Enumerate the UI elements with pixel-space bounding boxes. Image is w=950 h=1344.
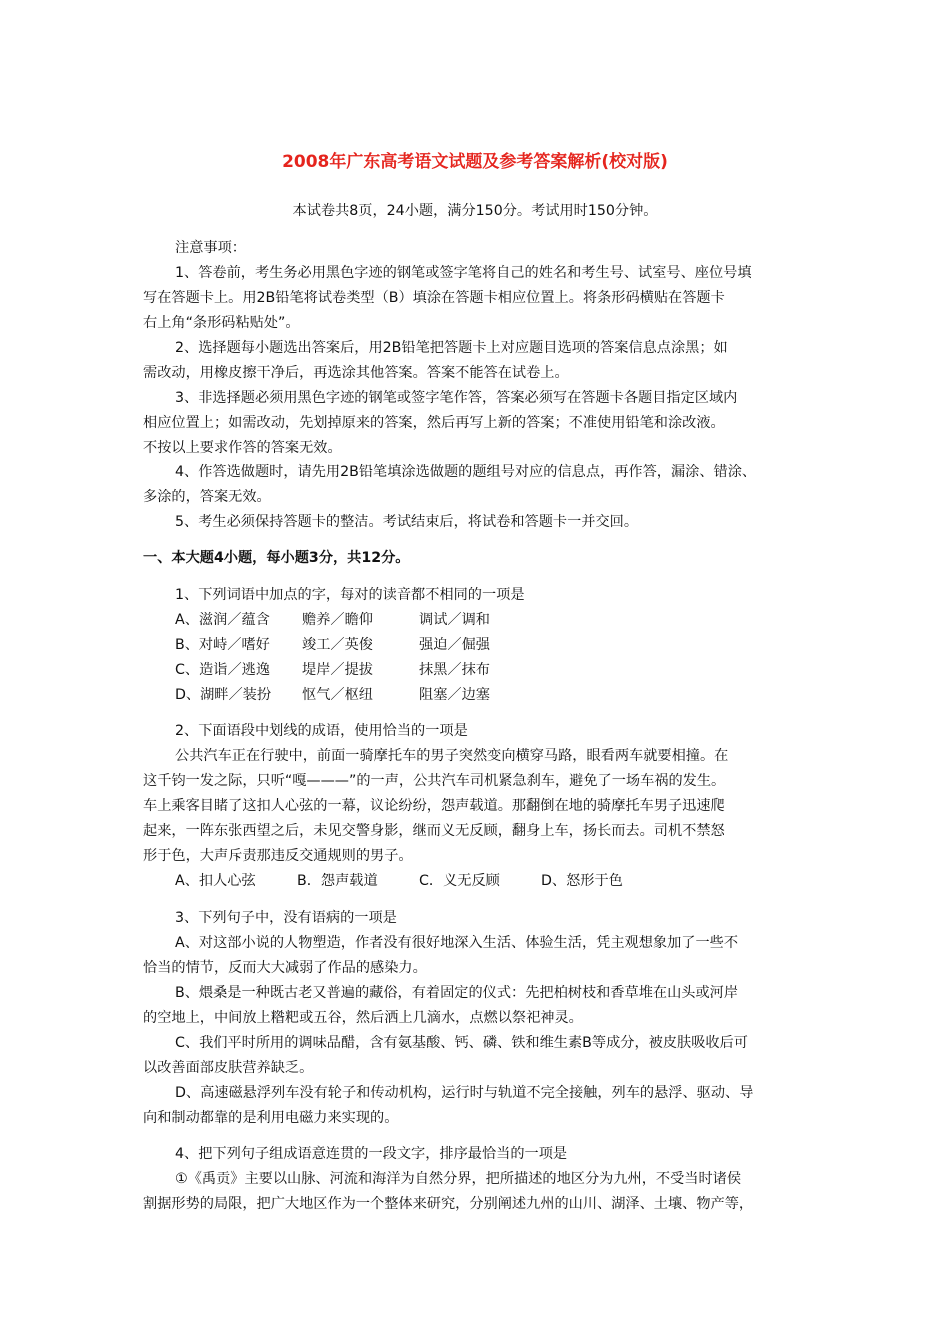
q1-a-word-1: A、滋润／蕴含 [175,612,270,628]
q2-option-c: C．义无反顾 [419,873,500,889]
q2-option-b: B．怨声载道 [297,873,378,889]
q2-stem: 2、下面语段中划线的成语，使用恰当的一项是 [175,723,468,739]
q2-passage-line-2: 这千钧一发之际，只听“嘎———”的一声，公共汽车司机紧急刹车，避免了一场车祸的发生。 [143,773,726,789]
q1-c-word-2: 堤岸／提拔 [302,662,373,678]
q3-stem: 3、下列句子中，没有语病的一项是 [175,910,397,926]
notice-4-line-1: 4、作答选做题时，请先用2B铅笔填涂选做题的题组号对应的信息点，再作答，漏涂、错涂、 [175,464,757,480]
q3-option-d-line-2: 向和制动都靠的是利用电磁力来实现的。 [143,1110,399,1126]
notice-2-line-2: 需改动，用橡皮擦干净后，再选涂其他答案。答案不能答在试卷上。 [143,365,569,381]
document-subtitle: 本试卷共8页，24小题，满分150分。考试用时150分钟。 [292,203,658,219]
q1-option-a [175,610,490,630]
q4-sentence-1-line-1: ①《禹贡》主要以山脉、河流和海洋为自然分界，把所描述的地区分为九州，不受当时诸侯 [175,1171,742,1187]
q2-passage-line-3: 车上乘客目睹了这扣人心弦的一幕，议论纷纷，怨声载道。那翻倒在地的骑摩托车男子迅速爬 [143,798,725,814]
notice-2-line-1: 2、选择题每小题选出答案后，用2B铅笔把答题卡上对应题目选项的答案信息点涂黑；如 [175,340,728,356]
notice-1-line-2: 写在答题卡上。用2B铅笔将试卷类型（B）填涂在答题卡相应位置上。将条形码横贴在答题卡 [143,290,725,306]
q2-passage-line-1: 公共汽车正在行驶中，前面一骑摩托车的男子突然变向横穿马路，眼看两车就要相撞。在 [175,748,729,764]
q1-b-word-2: 竣工／英俊 [302,637,373,653]
q3-option-c-line-2: 以改善面部皮肤营养缺乏。 [143,1060,314,1076]
notice-3-line-2: 相应位置上；如需改动，先划掉原来的答案，然后再写上新的答案；不准使用铅笔和涂改液。 [143,415,725,431]
q4-sentence-1-line-2: 割据形势的局限，把广大地区作为一个整体来研究，分别阐述九州的山川、湖泽、土壤、物产等， [143,1196,754,1212]
notice-5-line-1: 5、考生必须保持答题卡的整洁。考试结束后，将试卷和答题卡一并交回。 [175,514,639,530]
q3-option-a-line-2: 恰当的情节，反而大大减弱了作品的感染力。 [143,960,427,976]
q2-passage-line-5: 形于色，大声斥责那违反交通规则的男子。 [143,848,413,864]
q1-option-c [175,660,490,680]
section-1-heading: 一、本大题4小题，每小题3分，共12分。 [143,550,410,566]
q3-option-b-line-2: 的空地上，中间放上糌粑或五谷，然后洒上几滴水，点燃以祭祀神灵。 [143,1010,583,1026]
q3-option-d-line-1: D、高速磁悬浮列车没有轮子和传动机构，运行时与轨道不完全接触，列车的悬浮、驱动、导 [175,1085,754,1101]
q1-option-b [175,635,490,655]
q2-option-a: A、扣人心弦 [175,873,256,889]
q3-option-c-line-1: C、我们平时所用的调味品醋，含有氨基酸、钙、磷、铁和维生素B等成分，被皮肤吸收后可 [175,1035,748,1051]
q1-a-word-2: 赡养／瞻仰 [302,612,373,628]
q1-a-word-3: 调试／调和 [419,612,490,628]
notice-3-line-3: 不按以上要求作答的答案无效。 [143,440,342,456]
q1-b-word-1: B、对峙／嗜好 [175,637,270,653]
q2-passage-line-4: 起来，一阵东张西望之后，未见交警身影，继而义无反顾，翻身上车，扬长而去。司机不禁怒 [143,823,725,839]
q1-stem: 1、下列词语中加点的字，每对的读音都不相同的一项是 [175,587,525,603]
notice-4-line-2: 多涂的，答案无效。 [143,489,271,505]
q1-c-word-3: 抹黑／抹布 [419,662,490,678]
q2-option-d: D、怒形于色 [541,873,623,889]
q1-c-word-1: C、造诣／逃逸 [175,662,271,678]
notice-1-line-3: 右上角“条形码粘贴处”。 [143,315,300,331]
document-title: 2008年广东高考语文试题及参考答案解析(校对版) [282,152,668,172]
notice-1-line-1: 1、答卷前，考生务必用黑色字迹的钢笔或签字笔将自己的姓名和考生号、试室号、座位号填 [175,265,752,281]
q3-option-a-line-1: A、对这部小说的人物塑造，作者没有很好地深入生活、体验生活，凭主观想象加了一些不 [175,935,739,951]
q2-options [175,871,623,891]
q1-b-word-3: 强迫／倔强 [419,637,490,653]
q4-stem: 4、把下列句子组成语意连贯的一段文字，排序最恰当的一项是 [175,1146,568,1162]
q1-d-word-3: 阻塞／边塞 [419,687,490,703]
notice-heading: 注意事项： [175,240,246,256]
notice-3-line-1: 3、非选择题必须用黑色字迹的钢笔或签字笔作答，答案必须写在答题卡各题目指定区域内 [175,390,738,406]
q1-d-word-2: 怄气／枢纽 [302,687,373,703]
q1-d-word-1: D、湖畔／装扮 [175,687,272,703]
q3-option-b-line-1: B、煨桑是一种既古老又普遍的藏俗，有着固定的仪式：先把柏树枝和香草堆在山头或河岸 [175,985,739,1001]
q1-option-d [175,685,490,705]
